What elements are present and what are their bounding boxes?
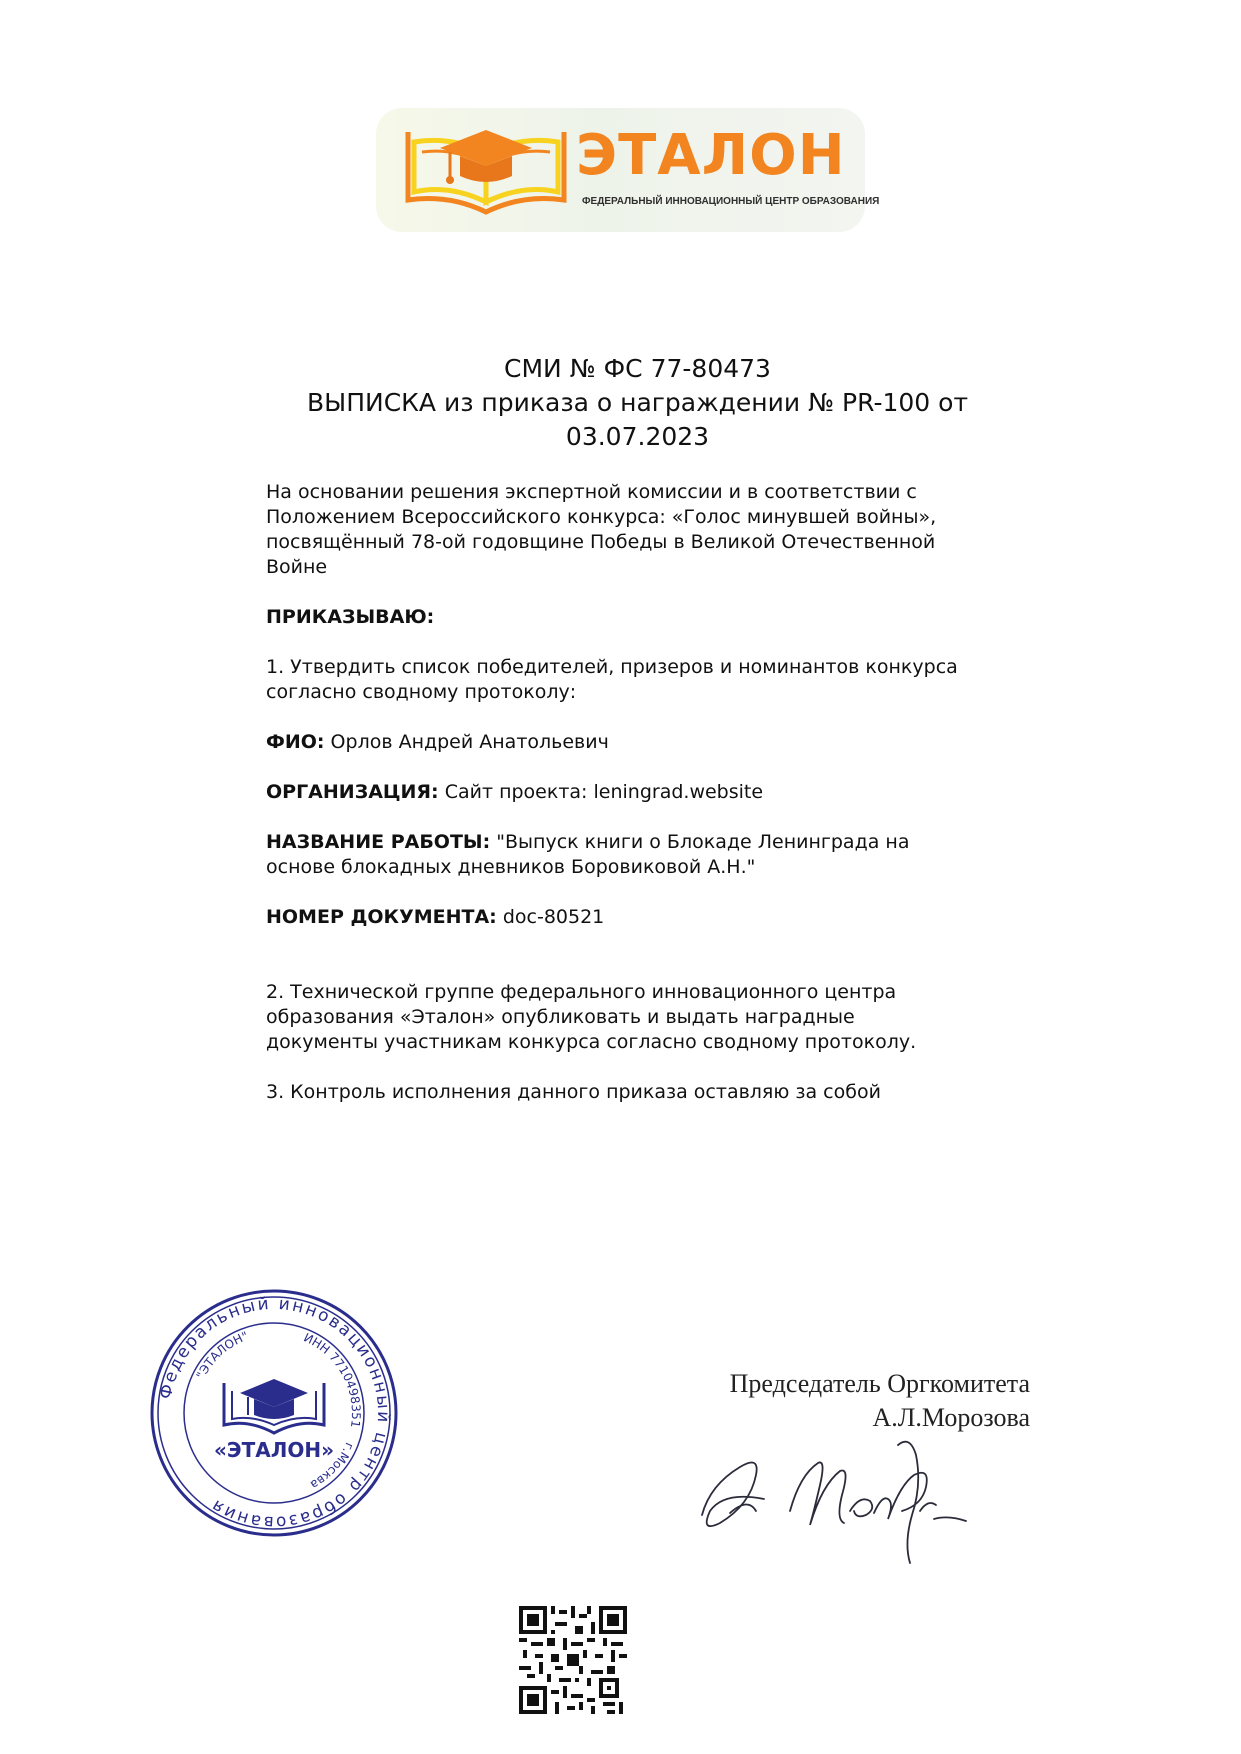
document-number-label: НОМЕР ДОКУМЕНТА:	[266, 906, 497, 928]
work-title-row	[266, 830, 1006, 855]
organization-row	[266, 780, 1006, 805]
logo-banner	[376, 108, 880, 232]
fio-value: Орлов Андрей Анатольевич	[330, 731, 609, 753]
title-line-2: ВЫПИСКА из приказа о награждении № PR-100 от	[306, 388, 969, 417]
item-2-line: образования «Эталон» опубликовать и выдать наградные	[266, 1006, 855, 1028]
intro-line: посвящённый 78-ой годовщине Победы в Великой Отечественной	[266, 531, 936, 553]
seal-emblem-icon	[224, 1379, 324, 1433]
organization-value: Сайт проекта: leningrad.website	[444, 781, 764, 803]
organization-label: ОРГАНИЗАЦИЯ:	[266, 781, 439, 803]
seal-inn-text: ИНН 7710498351	[301, 1330, 364, 1429]
intro-line: Войне	[266, 556, 328, 578]
item-2-line: документы участникам конкурса согласно сводному протоколу.	[266, 1031, 917, 1053]
seal-outer-text: Федеральный инновационный центр образования	[155, 1293, 394, 1533]
qr-code-icon	[519, 1606, 627, 1714]
work-title-label: НАЗВАНИЕ РАБОТЫ:	[266, 831, 491, 853]
document-title	[220, 352, 1055, 454]
work-title-value: "Выпуск книги о Блокаде Ленинграда на	[496, 831, 910, 853]
item-1-line: согласно сводному протоколу:	[266, 681, 577, 703]
document-number-value: doc-80521	[502, 906, 605, 928]
item-2-line: 2. Технической группе федерального инновационного центра	[266, 981, 897, 1003]
graduation-cap-book-icon	[404, 122, 574, 218]
handwritten-signature	[690, 1415, 990, 1575]
order-heading: ПРИКАЗЫВАЮ:	[266, 606, 435, 628]
logo-wordmark: ЭТАЛОН	[576, 123, 846, 188]
work-title-value-cont: основе блокадных дневников Боровиковой А.Н."	[266, 856, 756, 878]
document-body	[266, 480, 1006, 1105]
seal-center-text: «ЭТАЛОН»	[214, 1438, 334, 1462]
fio-row	[266, 730, 1006, 755]
fio-label: ФИО:	[266, 731, 325, 753]
seal-city-text: г.Москва	[308, 1440, 357, 1493]
seal-left-text: "ЭТАЛОН"	[193, 1328, 250, 1382]
official-seal	[148, 1287, 400, 1539]
logo-subtitle: ФЕДЕРАЛЬНЫЙ ИННОВАЦИОННЫЙ ЦЕНТР ОБРАЗОВАНИЯ	[582, 196, 880, 207]
signatory-name: А.Л.Морозова	[872, 1403, 1030, 1432]
signatory-role: Председатель Оргкомитета	[729, 1369, 1030, 1398]
document-number-row	[266, 905, 1006, 930]
item-1-line: 1. Утвердить список победителей, призеров и номинантов конкурса	[266, 656, 958, 678]
intro-line: На основании решения экспертной комиссии и в соответствии с	[266, 481, 917, 503]
item-3-line: 3. Контроль исполнения данного приказа оставляю за собой	[266, 1081, 881, 1103]
intro-line: Положением Всероссийского конкурса: «Голос минувшей войны»,	[266, 506, 937, 528]
title-line-3: 03.07.2023	[565, 422, 710, 451]
title-line-1: СМИ № ФС 77-80473	[504, 354, 771, 383]
